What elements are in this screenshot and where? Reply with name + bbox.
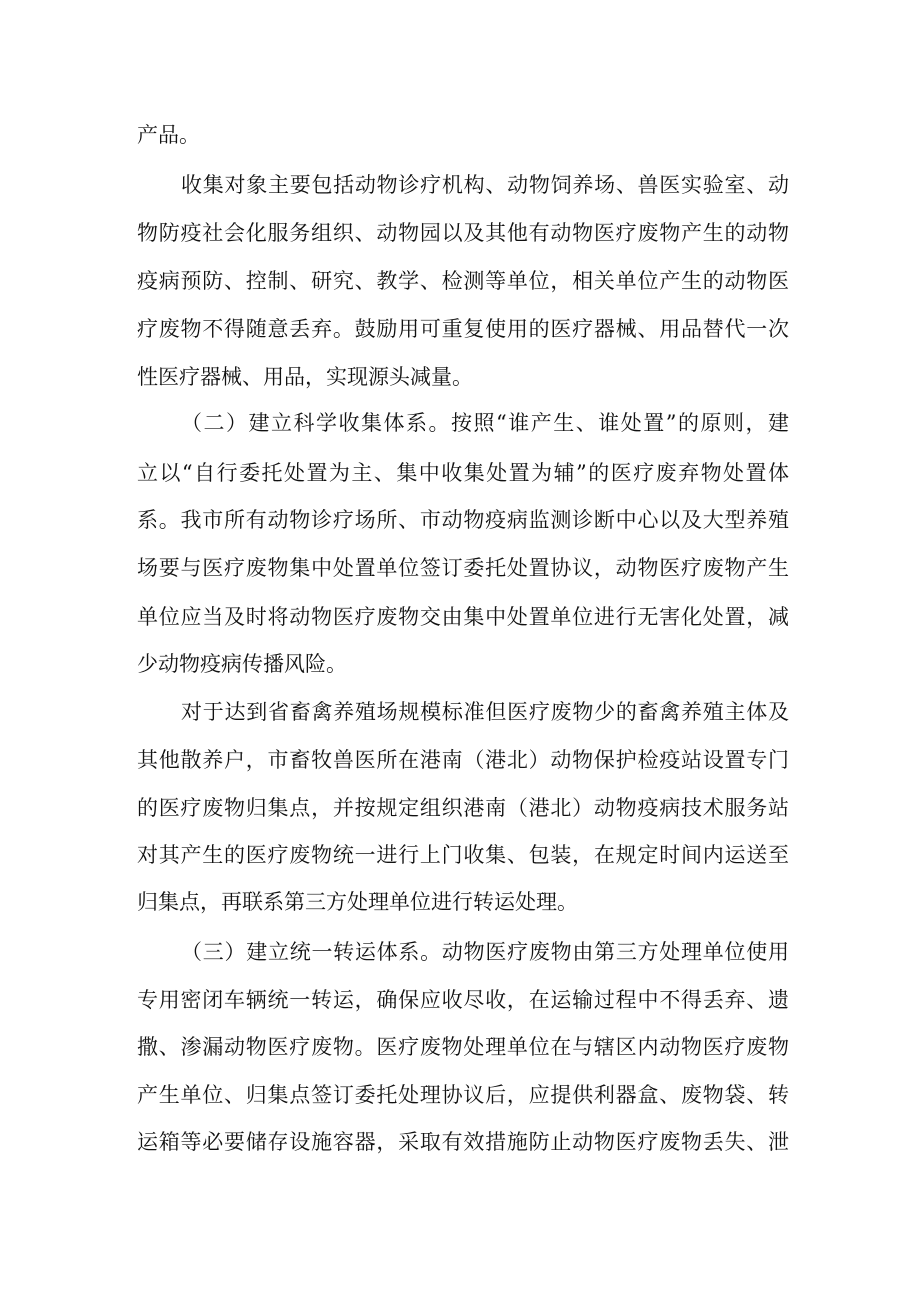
text-line: 对其产生的医疗废物统一进行上门收集、包装，在规定时间内运送至: [137, 843, 789, 867]
text-line: 其他散养户，市畜牧兽医所在港南（港北）动物保护检疫站设置专门: [137, 748, 789, 772]
text-line: 性医疗器械、用品，实现源头减量。: [137, 365, 473, 389]
text-line: 产品。: [137, 123, 200, 147]
text-line: 疗废物不得随意丢弃。鼓励用可重复使用的医疗器械、用品替代一次: [137, 317, 789, 341]
text-line: 立以“自行委托处置为主、集中收集处置为辅”的医疗废弃物处置体: [137, 461, 789, 485]
text-line: （二）建立科学收集体系。按照“谁产生、谁处置”的原则，建: [181, 411, 789, 435]
text-line: 的医疗废物归集点，并按规定组织港南（港北）动物疫病技术服务站: [137, 796, 789, 820]
text-line: 专用密闭车辆统一转运，确保应收尽收，在运输过程中不得丢弃、遗: [137, 988, 789, 1012]
text-line: 少动物疫病传播风险。: [137, 652, 347, 676]
text-line: 系。我市所有动物诊疗场所、市动物疫病监测诊断中心以及大型养殖: [137, 508, 789, 532]
text-line: 对于达到省畜禽养殖场规模标准但医疗废物少的畜禽养殖主体及: [181, 700, 789, 724]
text-line: 收集对象主要包括动物诊疗机构、动物饲养场、兽医实验室、动: [181, 173, 789, 197]
text-line: 归集点，再联系第三方处理单位进行转运处理。: [137, 890, 578, 914]
text-line: 产生单位、归集点签订委托处理协议后，应提供利器盒、废物袋、转: [137, 1083, 789, 1107]
text-line: 物防疫社会化服务组织、动物园以及其他有动物医疗废物产生的动物: [137, 221, 789, 245]
text-line: 场要与医疗废物集中处置单位签订委托处置协议，动物医疗废物产生: [137, 556, 789, 580]
text-line: 疫病预防、控制、研究、教学、检测等单位，相关单位产生的动物医: [137, 269, 789, 293]
text-line: 撒、渗漏动物医疗废物。医疗废物处理单位在与辖区内动物医疗废物: [137, 1035, 789, 1059]
text-line: 单位应当及时将动物医疗废物交由集中处置单位进行无害化处置，减: [137, 605, 789, 629]
text-line: 运箱等必要储存设施容器，采取有效措施防止动物医疗废物丢失、泄: [137, 1130, 789, 1154]
text-line: （三）建立统一转运体系。动物医疗废物由第三方处理单位使用: [181, 940, 789, 964]
